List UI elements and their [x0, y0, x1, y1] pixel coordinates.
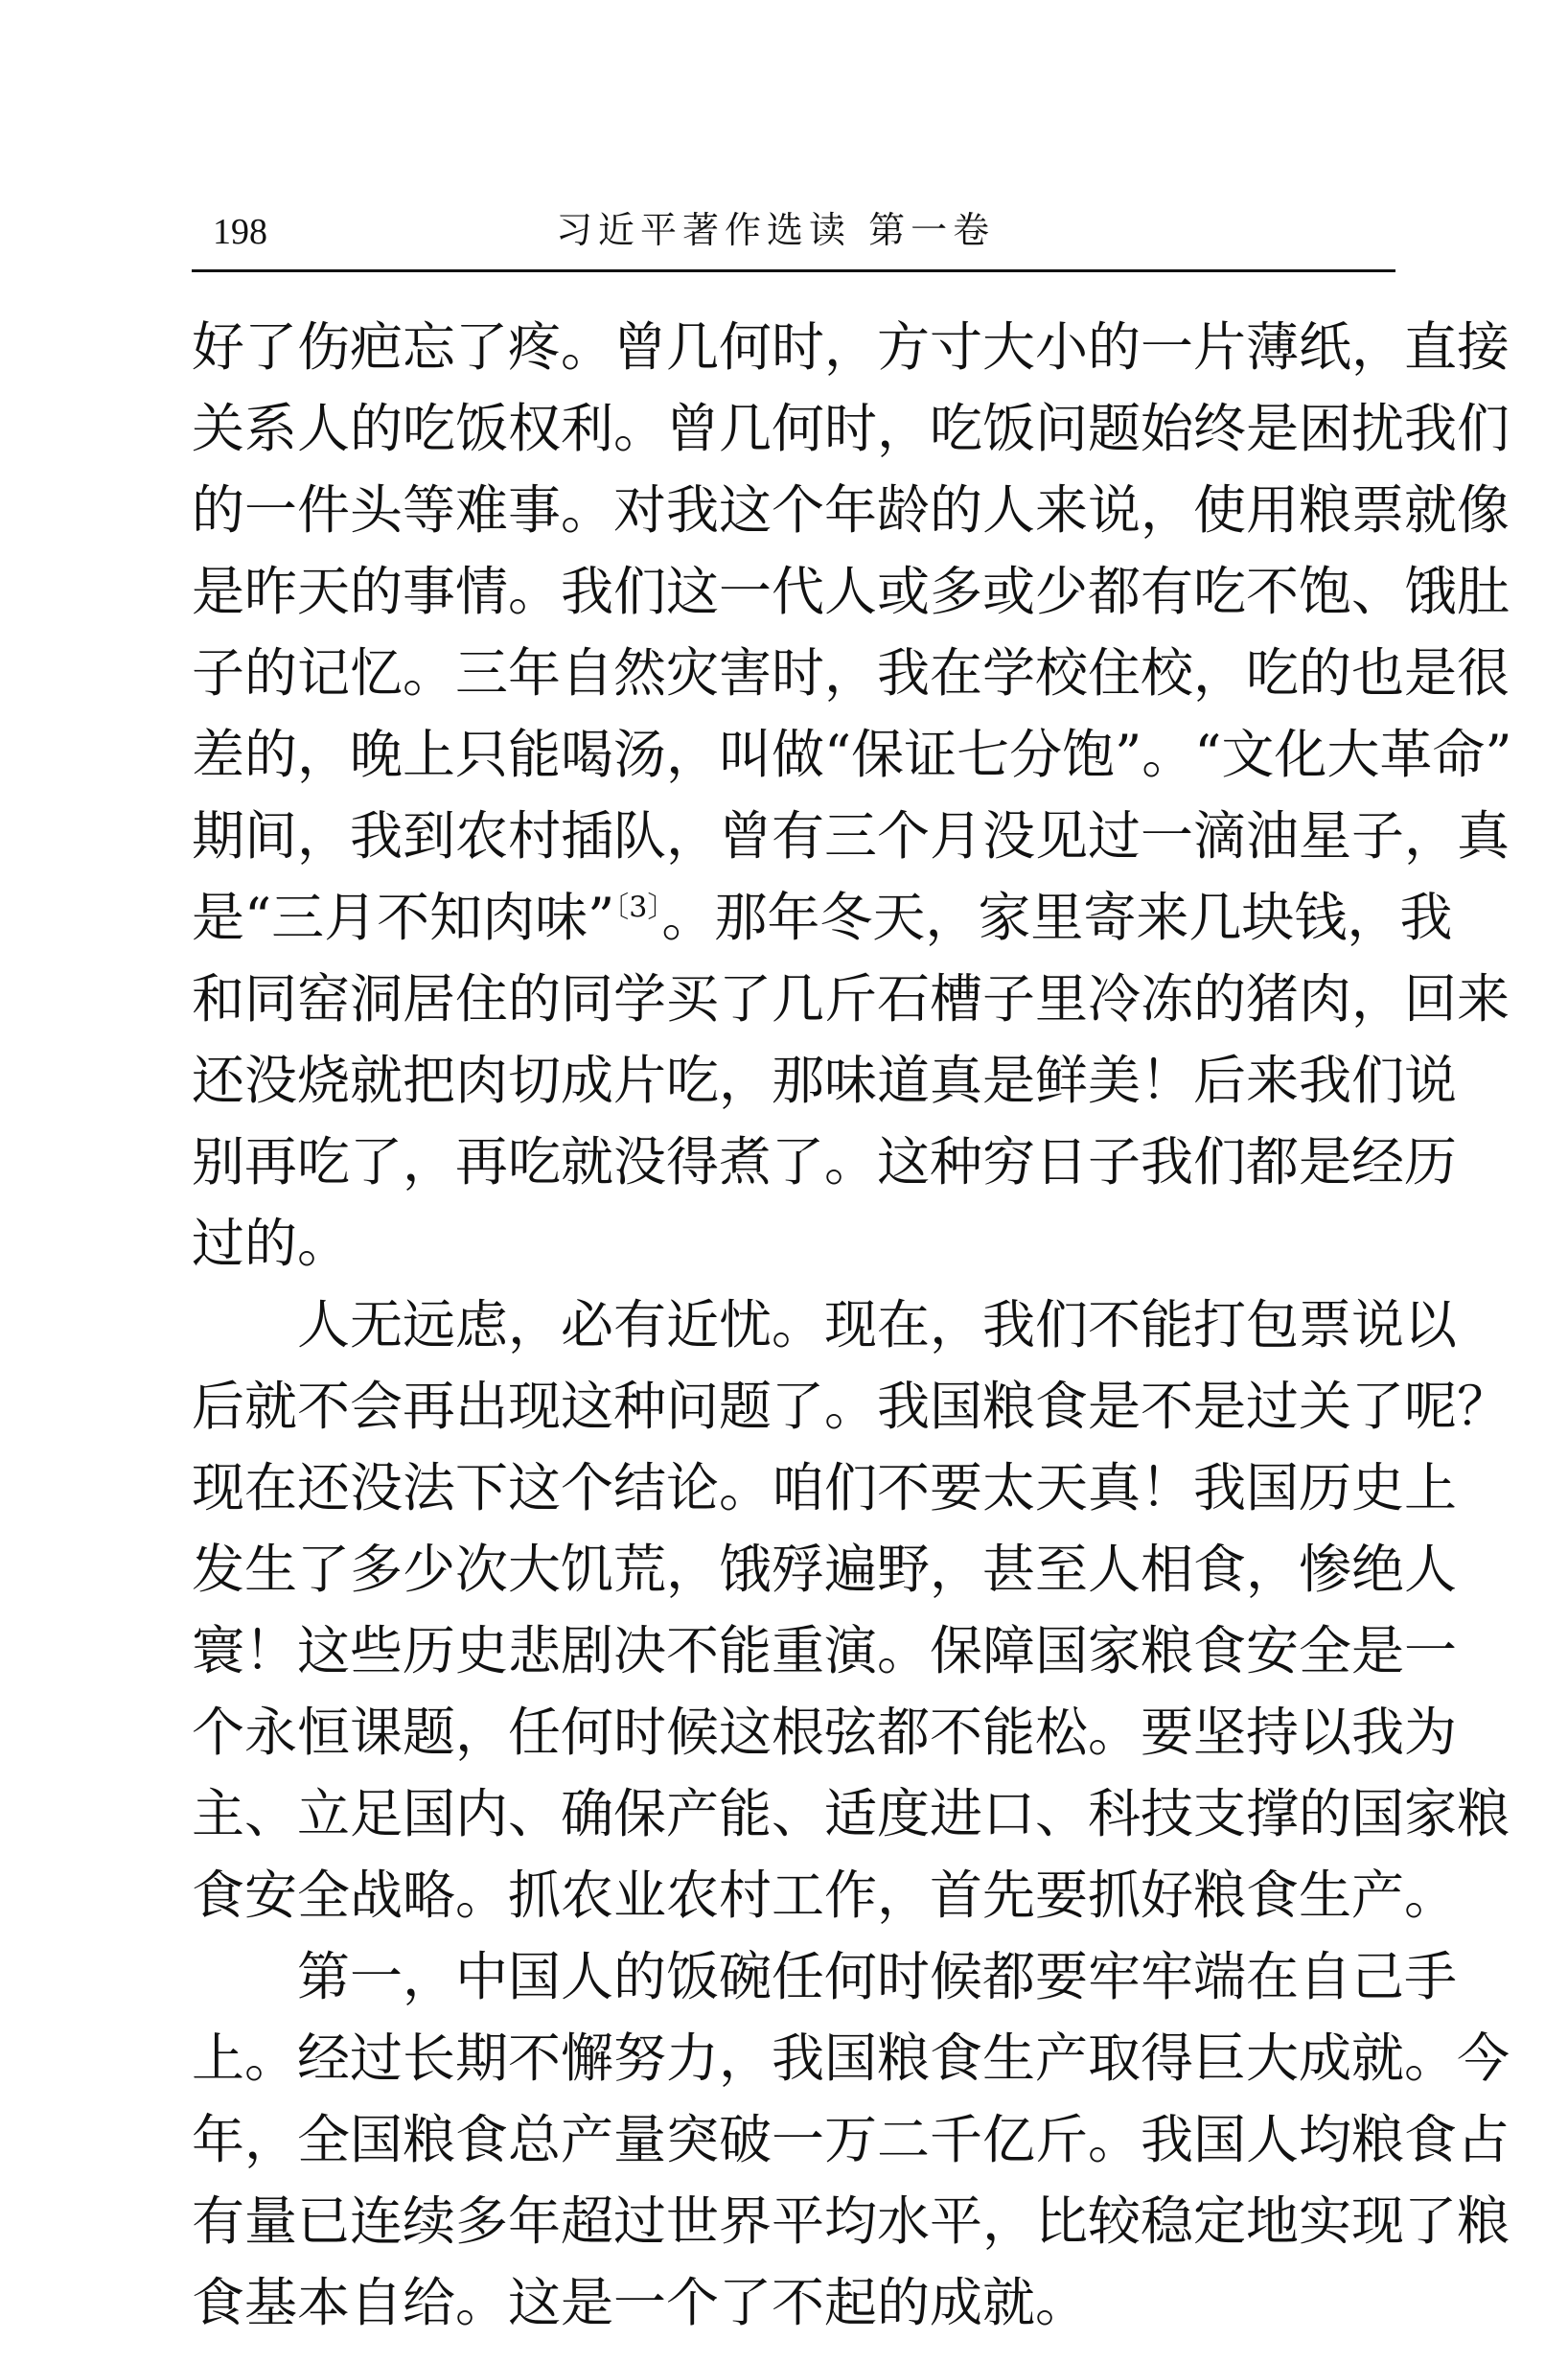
page-number: 198 [213, 212, 267, 252]
text-line: 年，全国粮食总产量突破一万二千亿斤。我国人均粮食占 [192, 2109, 1510, 2170]
page-header [192, 203, 1395, 261]
text-line: 第一，中国人的饭碗任何时候都要牢牢端在自己手 [192, 1946, 1458, 2007]
text-line: 关系人的吃饭权利。曾几何时，吃饭问题始终是困扰我们 [192, 398, 1510, 459]
text-line: 期间，我到农村插队，曾有三个月没见过一滴油星子，真 [192, 805, 1510, 867]
text-line: 主、立足国内、确保产能、适度进口、科技支撑的国家粮 [192, 1783, 1510, 1844]
text-line: 和同窑洞居住的同学买了几斤石槽子里冷冻的猪肉，回来 [192, 968, 1510, 1030]
footnote-reference[interactable]: 〔3〕 [614, 891, 662, 925]
text-line: 子的记忆。三年自然灾害时，我在学校住校，吃的也是很 [192, 642, 1510, 704]
text-line: 人无远虑，必有近忧。现在，我们不能打包票说以 [192, 1294, 1458, 1355]
text-line: 过的。 [192, 1213, 351, 1274]
text-line: 发生了多少次大饥荒，饿殍遍野，甚至人相食，惨绝人 [192, 1539, 1458, 1600]
running-title: 习近平著作选读 第一卷 [556, 209, 996, 251]
text-line: 是昨天的事情。我们这一代人或多或少都有吃不饱、饿肚 [192, 561, 1510, 622]
text-line: 现在还没法下这个结论。咱们不要太天真！我国历史上 [192, 1457, 1458, 1518]
text-line: 食基本自给。这是一个了不起的成就。 [192, 2272, 1089, 2333]
text-segment: 。那年冬天，家里寄来几块钱，我 [661, 887, 1453, 948]
text-line: 好了伤疤忘了疼。曾几何时，方寸大小的一片薄纸，直接 [192, 316, 1510, 378]
text-line: 上。经过长期不懈努力，我国粮食生产取得巨大成就。今 [192, 2027, 1510, 2089]
text-line: 还没烧就把肉切成片吃，那味道真是鲜美！后来我们说 [192, 1050, 1458, 1111]
text-line: 食安全战略。抓农业农村工作，首先要抓好粮食生产。 [192, 1865, 1458, 1926]
text-segment: 是“三月不知肉味” [192, 887, 615, 948]
text-line: 寰！这些历史悲剧决不能重演。保障国家粮食安全是一 [192, 1620, 1458, 1681]
text-line: 的一件头等难事。对我这个年龄的人来说，使用粮票就像 [192, 479, 1510, 541]
text-line-with-footnote [192, 877, 1453, 959]
text-line: 有量已连续多年超过世界平均水平，比较稳定地实现了粮 [192, 2190, 1510, 2252]
body-text [192, 307, 1512, 2344]
header-rule [192, 269, 1395, 272]
text-line: 别再吃了，再吃就没得煮了。这种穷日子我们都是经历 [192, 1131, 1458, 1193]
text-line: 个永恒课题，任何时候这根弦都不能松。要坚持以我为 [192, 1702, 1458, 1763]
text-line: 后就不会再出现这种问题了。我国粮食是不是过关了呢？ [192, 1376, 1510, 1437]
text-line: 差的，晚上只能喝汤，叫做“保证七分饱”。“文化大革命” [192, 724, 1512, 785]
